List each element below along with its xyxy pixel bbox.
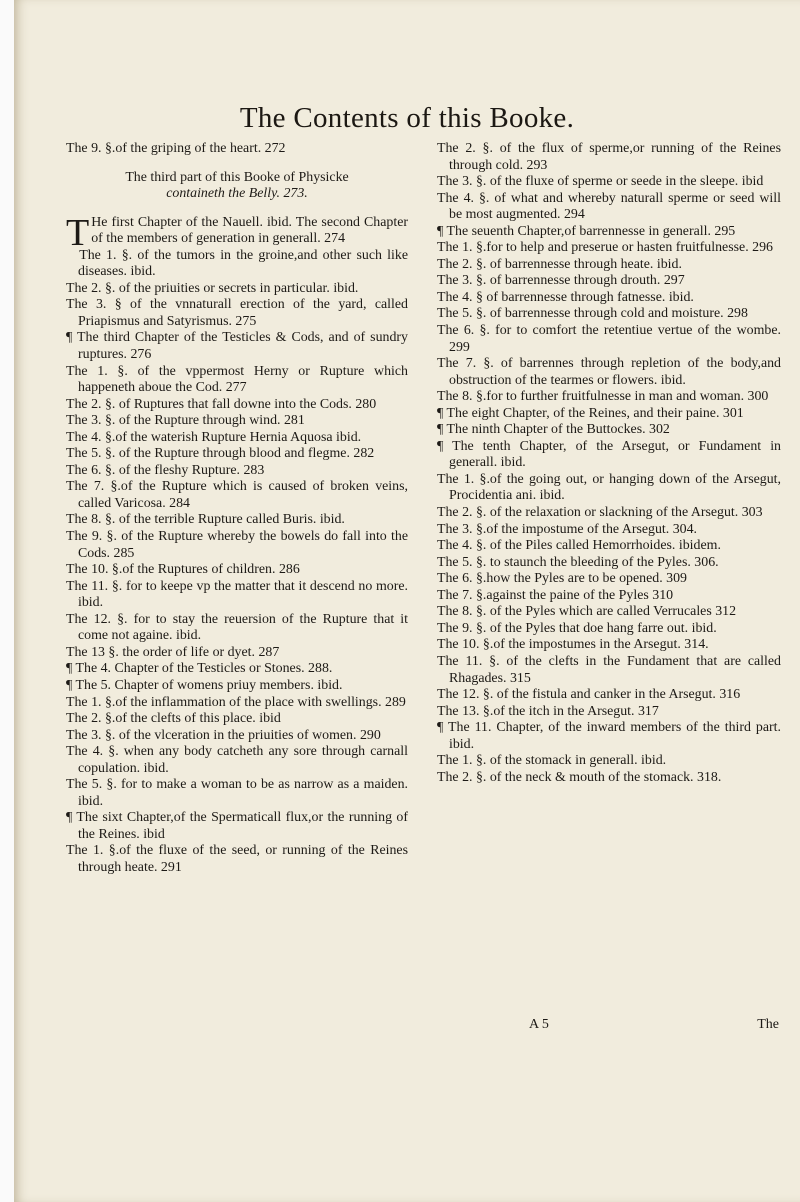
toc-entry: The 4. §. when any body catcheth any sore through carnall copulation. ibid.	[66, 744, 408, 776]
toc-entry: The 1. §. of the stomack in generall. ibid.	[437, 753, 667, 769]
toc-entry: The 2. §.of the clefts of this place. ibid	[66, 711, 281, 727]
toc-entry: The 5. §. of the Rupture through blood and flegme. 282	[66, 446, 375, 462]
toc-entry: The 4. §. of the Piles called Hemorrhoides. ibidem.	[437, 538, 721, 554]
toc-entry: The 2. §. of barrennesse through heate. ibid.	[437, 256, 682, 272]
toc-entry: ¶ The 11. Chapter, of the inward members of the third part. ibid.	[437, 720, 781, 752]
toc-entry: The 1. §. of the tumors in the groine,and other such like diseases. ibid.	[78, 247, 408, 280]
spacer	[66, 158, 408, 170]
toc-entry: The 3. §. of the vlceration in the priuities of women. 290	[66, 727, 381, 743]
toc-entry: The 10. §.of the Ruptures of children. 286	[66, 562, 300, 578]
catchword: The	[757, 1017, 779, 1032]
toc-entry: ¶ The seuenth Chapter,of barrennesse in generall. 295	[437, 223, 736, 239]
toc-entry: The 5. §. for to make a woman to be as narrow as a maiden. ibid.	[66, 777, 408, 809]
toc-entry: The 1. §. of the vppermost Herny or Rupture which happeneth aboue the Cod. 277	[66, 363, 408, 396]
toc-entry: The 1. §.of the inflammation of the place with swellings. 289	[66, 694, 406, 710]
toc-entry: ¶ The ninth Chapter of the Buttockes. 302	[437, 422, 670, 438]
toc-entry: The 10. §.of the impostumes in the Arsegut. 314.	[437, 637, 709, 653]
toc-entry: ¶ The 5. Chapter of womens priuy members. ibid.	[66, 677, 343, 693]
toc-entry: The 3. §.of the impostume of the Arsegut. 304.	[437, 521, 698, 537]
toc-entry: The 2. §. of the neck & mouth of the stomack. 318.	[437, 769, 722, 785]
toc-entry: ¶ The third Chapter of the Testicles & Cods, and of sundry ruptures. 276	[66, 330, 408, 363]
toc-entry: The 13 §. the order of life or dyet. 287	[66, 644, 280, 660]
toc-entry: The 9. §. of the Pyles that doe hang farre out. ibid.	[437, 620, 717, 636]
toc-entry: The 12. §. of the fistula and canker in the Arsegut. 316	[437, 687, 741, 703]
toc-entry: The 8. §. of the terrible Rupture called Buris. ibid.	[66, 512, 345, 528]
toc-entry: THe first Chapter of the Nauell. ibid. The second Chapter of the members of generation in generall. 274	[66, 211, 408, 254]
toc-entry: The 8. §. of the Pyles which are called Verrucales 312	[437, 604, 737, 620]
contents-left-column	[66, 141, 408, 877]
toc-entry: The 3. §. of barrennesse through drouth. 297	[437, 273, 685, 289]
toc-entry: The 5. §. of barrennesse through cold and moisture. 298	[437, 306, 748, 322]
toc-entry: The 4. §. of what and whereby naturall sperme or seed will be most augmented. 294	[437, 190, 781, 223]
toc-entry: The 3. §. of the fluxe of sperme or seede in the sleepe. ibid	[437, 174, 764, 190]
contents-right-column	[437, 141, 781, 786]
toc-entry: The 13. §.of the itch in the Arsegut. 317	[437, 703, 659, 719]
toc-entry: The 4. § of barrennesse through fatnesse. ibid.	[437, 289, 694, 305]
toc-entry: The 9. §. of the Rupture whereby the bowels do fall into the Cods. 285	[66, 529, 408, 561]
toc-entry: The 6. §. of the fleshy Rupture. 283	[66, 462, 265, 478]
toc-entry: The 5. §. to staunch the bleeding of the Pyles. 306.	[437, 554, 719, 570]
toc-entry: The 2. §. of the relaxation or slackning of the Arsegut. 303	[437, 505, 763, 521]
toc-entry: The 1. §.for to help and preserue or hasten fruitfulnesse. 296	[437, 240, 773, 256]
toc-entry: The 3. § of the vnnaturall erection of the yard, called Priapismus and Satyrismus. 275	[66, 297, 408, 329]
toc-entry: The 12. §. for to stay the reuersion of the Rupture that it come not againe. ibid.	[66, 611, 408, 644]
toc-entry: ¶ The tenth Chapter, of the Arsegut, or Fundament in generall. ibid.	[437, 438, 781, 471]
toc-entry: The 8. §.for to further fruitfulnesse in man and woman. 300	[437, 389, 769, 405]
toc-entry: The 7. §. of barrennes through repletion of the body,and obstruction of the tearmes or flowers. ibid.	[437, 356, 781, 388]
section-subheading: containeth the Belly. 273.	[166, 186, 308, 202]
page-title: The Contents of this Booke.	[239, 102, 575, 134]
toc-entry: The 6. §. for to comfort the retentiue vertue of the wombe. 299	[437, 323, 781, 355]
toc-entry: The 11. §. for to keepe vp the matter that it descend no more. ibid.	[66, 578, 408, 611]
page-left-edge	[0, 0, 15, 1202]
section-heading: The third part of this Booke of Physicke	[125, 169, 349, 185]
toc-entry: The 6. §.how the Pyles are to be opened. 309	[437, 571, 687, 587]
toc-entry: The 1. §.of the going out, or hanging down of the Arsegut, Procidentia ani. ibid.	[437, 471, 781, 504]
toc-entry: ¶ The 4. Chapter of the Testicles or Stones. 288.	[66, 661, 333, 677]
toc-entry: The 11. §. of the clefts in the Fundament that are called Rhagades. 315	[437, 653, 781, 686]
toc-entry: ¶ The sixt Chapter,of the Spermaticall flux,or the running of the Reines. ibid	[66, 810, 408, 842]
toc-entry: The 7. §.against the paine of the Pyles 310	[437, 587, 674, 603]
toc-entry: The 1. §.of the fluxe of the seed, or running of the Reines through heate. 291	[66, 843, 408, 875]
toc-entry: The 3. §. of the Rupture through wind. 281	[66, 413, 305, 429]
toc-entry: The 9. §.of the griping of the heart. 272	[66, 141, 286, 156]
signature-mark: A 5	[529, 1017, 549, 1032]
toc-entry: The 2. §. of Ruptures that fall downe into the Cods. 280	[66, 396, 377, 412]
toc-entry: The 2. §. of the flux of sperme,or running of the Reines through cold. 293	[437, 141, 781, 173]
spacer	[66, 203, 408, 215]
page-footer	[437, 1017, 781, 1035]
toc-entry: The 2. §. of the priuities or secrets in particular. ibid.	[66, 280, 359, 296]
toc-entry: The 4. §.of the waterish Rupture Hernia Aquosa ibid.	[66, 429, 362, 445]
toc-entry: The 7. §.of the Rupture which is caused of broken veins, called Varicosa. 284	[66, 479, 408, 511]
toc-entry: ¶ The eight Chapter, of the Reines, and their paine. 301	[437, 405, 744, 421]
